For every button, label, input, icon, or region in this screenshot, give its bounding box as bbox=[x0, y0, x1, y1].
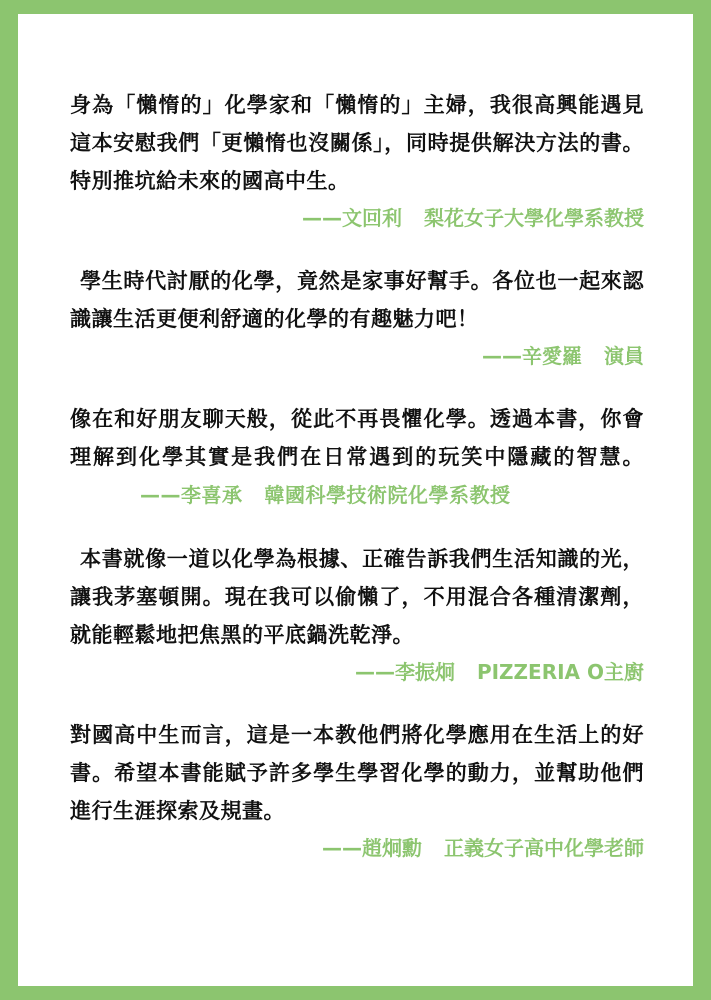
endorsement-signature bbox=[70, 338, 644, 374]
endorser-title: PIZZERIA O主廚 bbox=[476, 660, 644, 684]
endorsements-list bbox=[70, 86, 644, 892]
endorsement-signature bbox=[70, 200, 644, 236]
endorsement-text: 本書就像一道以化學為根據、正確告訴我們生活知識的光，讓我茅塞頓開。現在我可以偷懶了，不用混合各種清潔劑，就能輕鬆地把焦黑的平底鍋洗乾淨。 bbox=[70, 547, 644, 647]
endorsement-4 bbox=[70, 540, 644, 690]
green-border-right bbox=[693, 0, 711, 1000]
endorser-title: 韓國科學技術院化學系教授 bbox=[264, 483, 511, 507]
endorser-title: 演員 bbox=[604, 344, 644, 368]
endorsement-3 bbox=[70, 400, 644, 514]
endorsement-2 bbox=[70, 262, 644, 374]
endorser-name: ——李喜承 bbox=[140, 483, 243, 507]
endorser-name: ——文回利 bbox=[302, 206, 402, 230]
endorser-name: ——辛愛羅 bbox=[482, 344, 582, 368]
endorsement-signature bbox=[70, 830, 644, 866]
green-border-left bbox=[0, 0, 18, 1000]
endorsement-1 bbox=[70, 86, 644, 236]
endorsement-5 bbox=[70, 716, 644, 866]
endorser-name: ——李振炯 bbox=[354, 660, 455, 684]
endorsement-text: 身為「懶惰的」化學家和「懶惰的」主婦，我很高興能遇見這本安慰我們「更懶惰也沒關係」，同時提供解決方法的書。特別推坑給未來的國高中生。 bbox=[70, 93, 644, 193]
endorser-name: ——趙炯勳 bbox=[322, 836, 422, 860]
green-border-top bbox=[0, 0, 711, 14]
endorsement-text-body: 像在和好朋友聊天般，從此不再畏懼化學。透過本書，你會理解到化學其實是我們在日常遇到的玩笑中隱藏的智慧。 bbox=[70, 407, 644, 469]
endorsement-text bbox=[70, 400, 644, 514]
endorsement-signature bbox=[140, 483, 511, 507]
green-border-bottom bbox=[0, 986, 711, 1000]
endorsement-text: 對國高中生而言，這是一本教他們將化學應用在生活上的好書。希望本書能賦予許多學生學習化學的動力，並幫助他們進行生涯探索及規畫。 bbox=[70, 723, 644, 823]
endorser-title: 梨花女子大學化學系教授 bbox=[424, 206, 644, 230]
endorser-title: 正義女子高中化學老師 bbox=[444, 836, 644, 860]
endorsement-signature bbox=[70, 654, 644, 690]
endorsement-text: 學生時代討厭的化學，竟然是家事好幫手。各位也一起來認識讓生活更便利舒適的化學的有趣魅力吧！ bbox=[70, 269, 644, 331]
